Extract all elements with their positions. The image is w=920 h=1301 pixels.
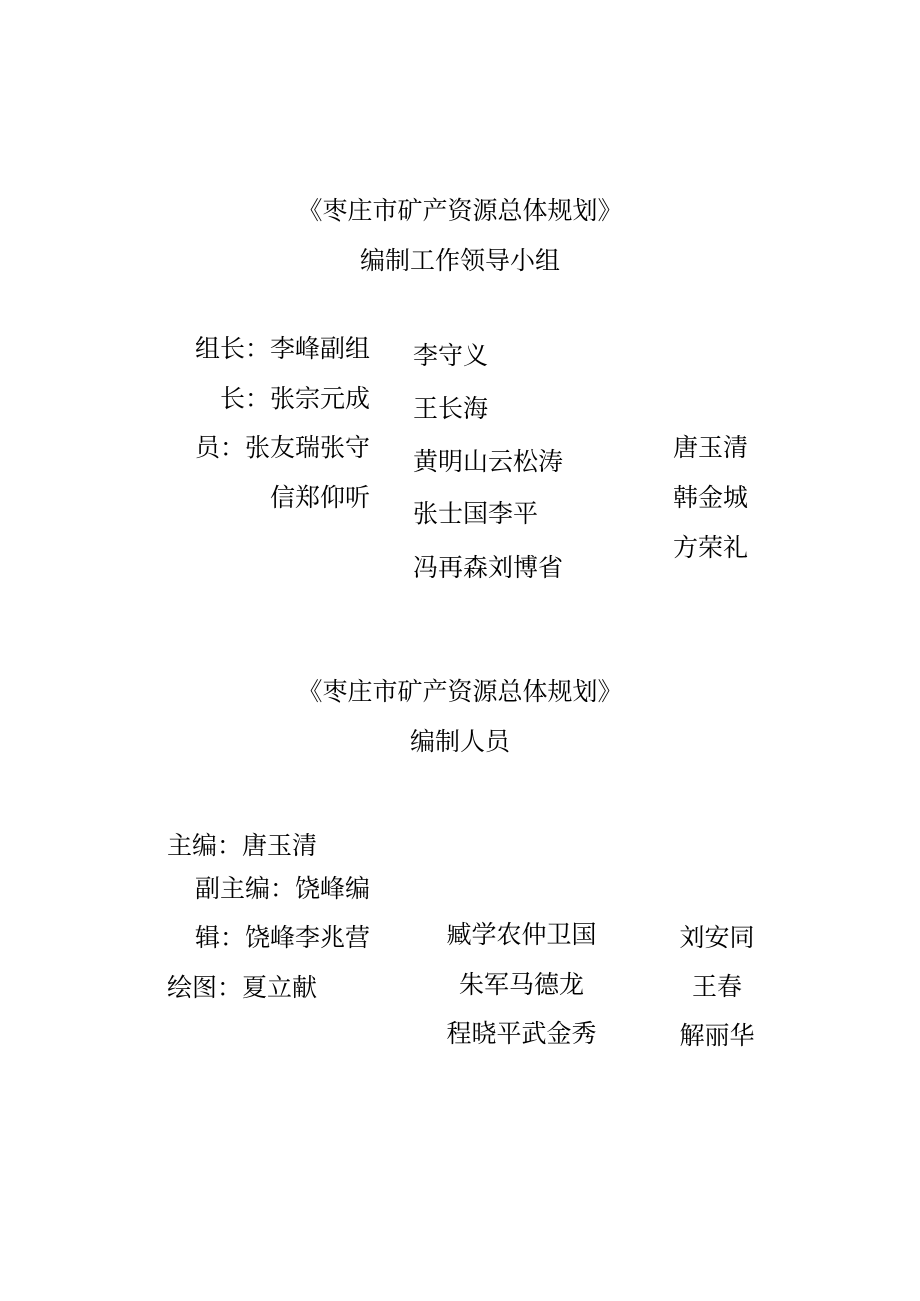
- member-line: 张士国李平: [413, 499, 539, 528]
- doc-title: 《枣庄市矿产资源总体规划》: [297, 196, 623, 225]
- member-line-clipped: 冯再森刘博省: [413, 553, 564, 582]
- member-line: 方荣礼: [673, 533, 749, 562]
- editor-line: 绘图：夏立献: [167, 973, 318, 1002]
- editor-line: 副主编：饶峰编: [194, 874, 370, 903]
- editor-line: 臧学农仲卫国: [446, 920, 597, 949]
- editor-line: 解丽华: [679, 1021, 755, 1050]
- member-line: 李守义: [413, 341, 489, 370]
- editor-line: 主编：唐玉清: [167, 831, 318, 860]
- member-line: 长：张宗元成: [219, 384, 370, 413]
- member-line: 组长：李峰副组: [194, 334, 370, 363]
- doc-title: 《枣庄市矿产资源总体规划》: [297, 677, 623, 706]
- editor-line: 刘安同: [679, 923, 755, 952]
- editor-line: 王春: [691, 972, 742, 1001]
- member-line: 王长海: [413, 394, 489, 423]
- editor-line: 辑：饶峰李兆营: [194, 923, 370, 952]
- member-line: 唐玉清: [673, 433, 749, 462]
- member-line: 员：张友瑞张守: [194, 433, 370, 462]
- section-heading: 编制人员: [409, 727, 510, 756]
- member-line: 黄明山云松涛: [413, 447, 564, 476]
- section-heading: 编制工作领导小组: [359, 246, 560, 275]
- clipped-line-box: [413, 549, 613, 582]
- editor-line: 程晓平武金秀: [446, 1019, 597, 1048]
- member-line: 韩金城: [673, 483, 749, 512]
- member-line: 信郑仰听: [269, 483, 370, 512]
- editor-line: 朱军马德龙: [458, 970, 584, 999]
